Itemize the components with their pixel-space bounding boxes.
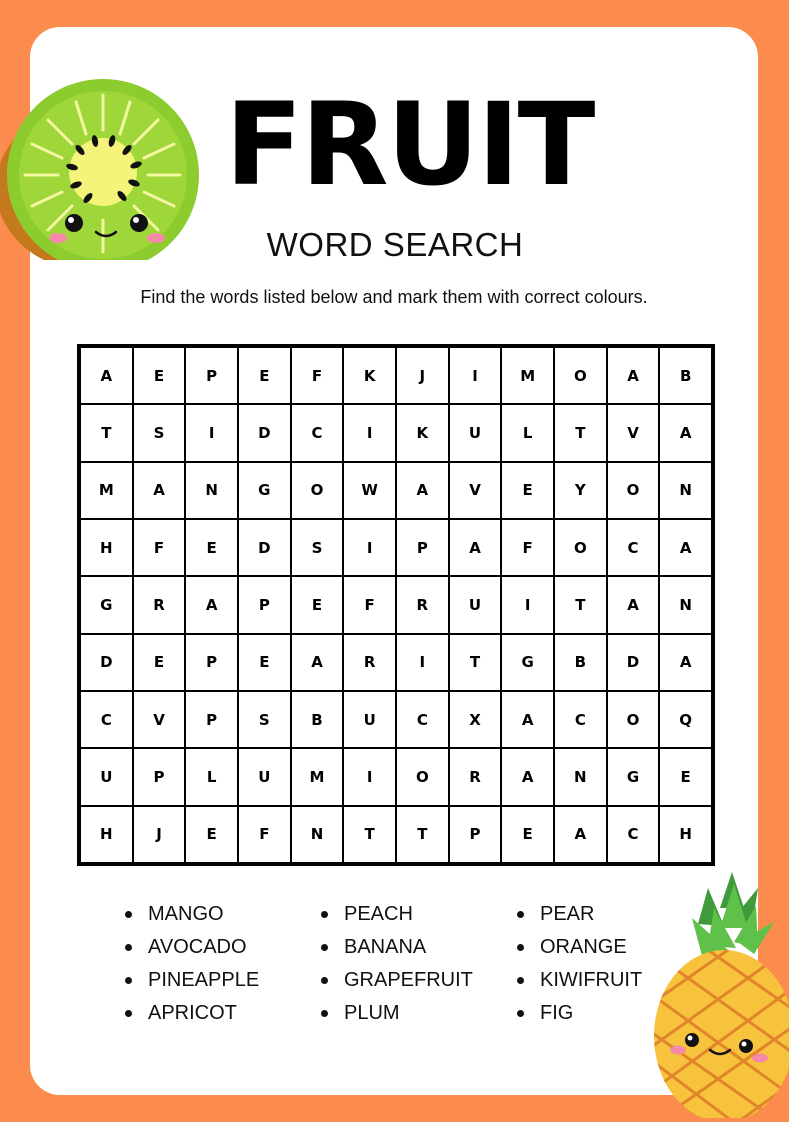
word-label: PLUM — [344, 1002, 400, 1024]
grid-cell[interactable]: E — [501, 462, 554, 519]
word-label: GRAPEFRUIT — [344, 969, 473, 991]
grid-cell[interactable]: L — [185, 748, 238, 805]
grid-cell[interactable]: A — [659, 519, 712, 576]
grid-cell[interactable]: I — [343, 748, 396, 805]
grid-cell[interactable]: T — [449, 634, 502, 691]
word-label: APRICOT — [148, 1002, 237, 1024]
grid-cell[interactable]: F — [291, 347, 344, 404]
grid-cell[interactable]: F — [501, 519, 554, 576]
grid-cell[interactable]: N — [554, 748, 607, 805]
grid-cell[interactable]: A — [659, 404, 712, 461]
grid-cell[interactable]: A — [554, 806, 607, 863]
grid-cell[interactable]: V — [449, 462, 502, 519]
grid-cell[interactable]: E — [133, 347, 186, 404]
grid-cell[interactable]: P — [185, 634, 238, 691]
grid-cell[interactable]: H — [80, 806, 133, 863]
grid-cell[interactable]: T — [554, 404, 607, 461]
bullet-icon — [517, 911, 524, 918]
grid-cell[interactable]: A — [291, 634, 344, 691]
grid-cell[interactable]: P — [449, 806, 502, 863]
grid-cell[interactable]: E — [185, 519, 238, 576]
grid-cell[interactable]: M — [291, 748, 344, 805]
grid-cell[interactable]: C — [607, 806, 660, 863]
grid-cell[interactable]: J — [396, 347, 449, 404]
grid-cell[interactable]: U — [238, 748, 291, 805]
grid-cell[interactable]: F — [343, 576, 396, 633]
grid-cell[interactable]: E — [501, 806, 554, 863]
bullet-icon — [517, 944, 524, 951]
word-list-column — [321, 898, 517, 1038]
grid-cell[interactable]: N — [291, 806, 344, 863]
grid-cell[interactable]: O — [396, 748, 449, 805]
grid-cell[interactable]: Y — [554, 462, 607, 519]
grid-cell[interactable]: P — [133, 748, 186, 805]
grid-cell[interactable]: R — [343, 634, 396, 691]
grid-cell[interactable]: S — [133, 404, 186, 461]
bullet-icon — [321, 911, 328, 918]
page-title: FRUIT — [225, 78, 594, 211]
grid-cell[interactable]: A — [659, 634, 712, 691]
bullet-icon — [517, 1010, 524, 1017]
grid-cell[interactable]: V — [133, 691, 186, 748]
bullet-icon — [125, 1010, 132, 1017]
bullet-icon — [321, 944, 328, 951]
grid-cell[interactable]: F — [133, 519, 186, 576]
grid-cell[interactable]: C — [554, 691, 607, 748]
grid-cell[interactable]: C — [607, 519, 660, 576]
word-label: MANGO — [148, 903, 224, 925]
grid-cell[interactable]: B — [291, 691, 344, 748]
word-list-item — [321, 964, 517, 997]
grid-cell[interactable]: T — [396, 806, 449, 863]
word-label: KIWIFRUIT — [540, 969, 643, 991]
grid-cell[interactable]: H — [80, 519, 133, 576]
page-subtitle: WORD SEARCH — [266, 226, 524, 263]
grid-cell[interactable]: B — [659, 347, 712, 404]
grid-cell[interactable]: I — [501, 576, 554, 633]
grid-cell[interactable]: A — [607, 576, 660, 633]
bullet-icon — [125, 977, 132, 984]
grid-cell[interactable]: I — [185, 404, 238, 461]
grid-cell[interactable]: N — [659, 462, 712, 519]
grid-cell[interactable]: V — [607, 404, 660, 461]
grid-cell[interactable]: M — [501, 347, 554, 404]
grid-cell[interactable]: E — [185, 806, 238, 863]
word-list-column — [517, 898, 665, 1038]
bullet-icon — [517, 977, 524, 984]
kiwi-icon — [0, 40, 210, 260]
grid-cell[interactable]: J — [133, 806, 186, 863]
word-label: FIG — [540, 1002, 574, 1024]
grid-cell[interactable]: P — [238, 576, 291, 633]
grid-cell[interactable]: U — [80, 748, 133, 805]
grid-cell[interactable]: L — [501, 404, 554, 461]
word-list-item — [125, 931, 321, 964]
grid-cell[interactable]: E — [291, 576, 344, 633]
bullet-icon — [321, 977, 328, 984]
grid-cell[interactable]: N — [185, 462, 238, 519]
grid-cell[interactable]: P — [185, 347, 238, 404]
grid-cell[interactable]: U — [343, 691, 396, 748]
grid-cell[interactable]: D — [238, 519, 291, 576]
bullet-icon — [321, 1010, 328, 1017]
grid-cell[interactable]: G — [607, 748, 660, 805]
grid-cell[interactable]: O — [291, 462, 344, 519]
word-label: ORANGE — [540, 936, 627, 958]
grid-cell[interactable]: M — [80, 462, 133, 519]
grid-cell[interactable]: A — [501, 691, 554, 748]
grid-cell[interactable]: O — [554, 519, 607, 576]
grid-cell[interactable]: A — [185, 576, 238, 633]
grid-cell[interactable]: P — [396, 519, 449, 576]
grid-cell[interactable]: E — [659, 748, 712, 805]
grid-cell[interactable]: G — [80, 576, 133, 633]
grid-cell[interactable]: A — [133, 462, 186, 519]
grid-cell[interactable]: O — [554, 347, 607, 404]
grid-cell[interactable]: W — [343, 462, 396, 519]
bullet-icon — [125, 944, 132, 951]
grid-cell[interactable]: D — [80, 634, 133, 691]
grid-cell[interactable]: U — [449, 576, 502, 633]
grid-cell[interactable]: H — [659, 806, 712, 863]
word-label: PEAR — [540, 903, 595, 925]
word-list-item — [321, 898, 517, 931]
word-list-item — [517, 964, 665, 997]
grid-cell[interactable]: I — [449, 347, 502, 404]
grid-cell[interactable]: K — [396, 404, 449, 461]
word-list-item — [125, 997, 321, 1030]
instructions-text: Find the words listed below and mark them with correct colours. — [140, 287, 648, 307]
grid-cell[interactable]: P — [185, 691, 238, 748]
grid-cell[interactable]: R — [449, 748, 502, 805]
grid-cell[interactable]: C — [291, 404, 344, 461]
grid-cell[interactable]: G — [501, 634, 554, 691]
word-search-grid — [77, 344, 715, 866]
word-list — [125, 898, 665, 1038]
grid-cell[interactable]: D — [607, 634, 660, 691]
grid-cell[interactable]: T — [554, 576, 607, 633]
word-label: BANANA — [344, 936, 427, 958]
grid-cell[interactable]: N — [659, 576, 712, 633]
word-list-item — [125, 898, 321, 931]
word-list-item — [517, 997, 665, 1030]
grid-cell[interactable]: R — [133, 576, 186, 633]
grid-cell[interactable]: O — [607, 462, 660, 519]
grid-cell[interactable]: S — [291, 519, 344, 576]
grid-cell[interactable]: A — [449, 519, 502, 576]
word-label: PINEAPPLE — [148, 969, 260, 991]
word-list-column — [125, 898, 321, 1038]
grid-cell[interactable]: X — [449, 691, 502, 748]
grid-cell[interactable]: C — [80, 691, 133, 748]
word-label: AVOCADO — [148, 936, 247, 958]
grid-cell[interactable]: I — [343, 519, 396, 576]
grid-cell[interactable]: A — [80, 347, 133, 404]
grid-cell[interactable]: I — [396, 634, 449, 691]
grid-cell[interactable]: A — [501, 748, 554, 805]
word-list-item — [321, 997, 517, 1030]
grid-cell[interactable]: O — [607, 691, 660, 748]
grid-cell[interactable]: G — [238, 462, 291, 519]
pineapple-icon — [648, 868, 789, 1118]
grid-cell[interactable]: F — [238, 806, 291, 863]
grid-cell[interactable]: S — [238, 691, 291, 748]
grid-cell[interactable]: K — [343, 347, 396, 404]
grid-cell[interactable]: D — [238, 404, 291, 461]
grid-cell[interactable]: B — [554, 634, 607, 691]
word-list-item — [321, 931, 517, 964]
grid-cell[interactable]: E — [238, 634, 291, 691]
grid-cell[interactable]: T — [343, 806, 396, 863]
grid-cell[interactable]: E — [133, 634, 186, 691]
grid-cell[interactable]: T — [80, 404, 133, 461]
grid-cell[interactable]: R — [396, 576, 449, 633]
grid-cell[interactable]: A — [607, 347, 660, 404]
grid-cell[interactable]: Q — [659, 691, 712, 748]
grid-cell[interactable]: I — [343, 404, 396, 461]
grid-cell[interactable]: E — [238, 347, 291, 404]
word-list-item — [517, 931, 665, 964]
bullet-icon — [125, 911, 132, 918]
grid-cell[interactable]: C — [396, 691, 449, 748]
grid-cell[interactable]: A — [396, 462, 449, 519]
grid-cell[interactable]: U — [449, 404, 502, 461]
word-list-item — [517, 898, 665, 931]
word-label: PEACH — [344, 903, 413, 925]
word-list-item — [125, 964, 321, 997]
